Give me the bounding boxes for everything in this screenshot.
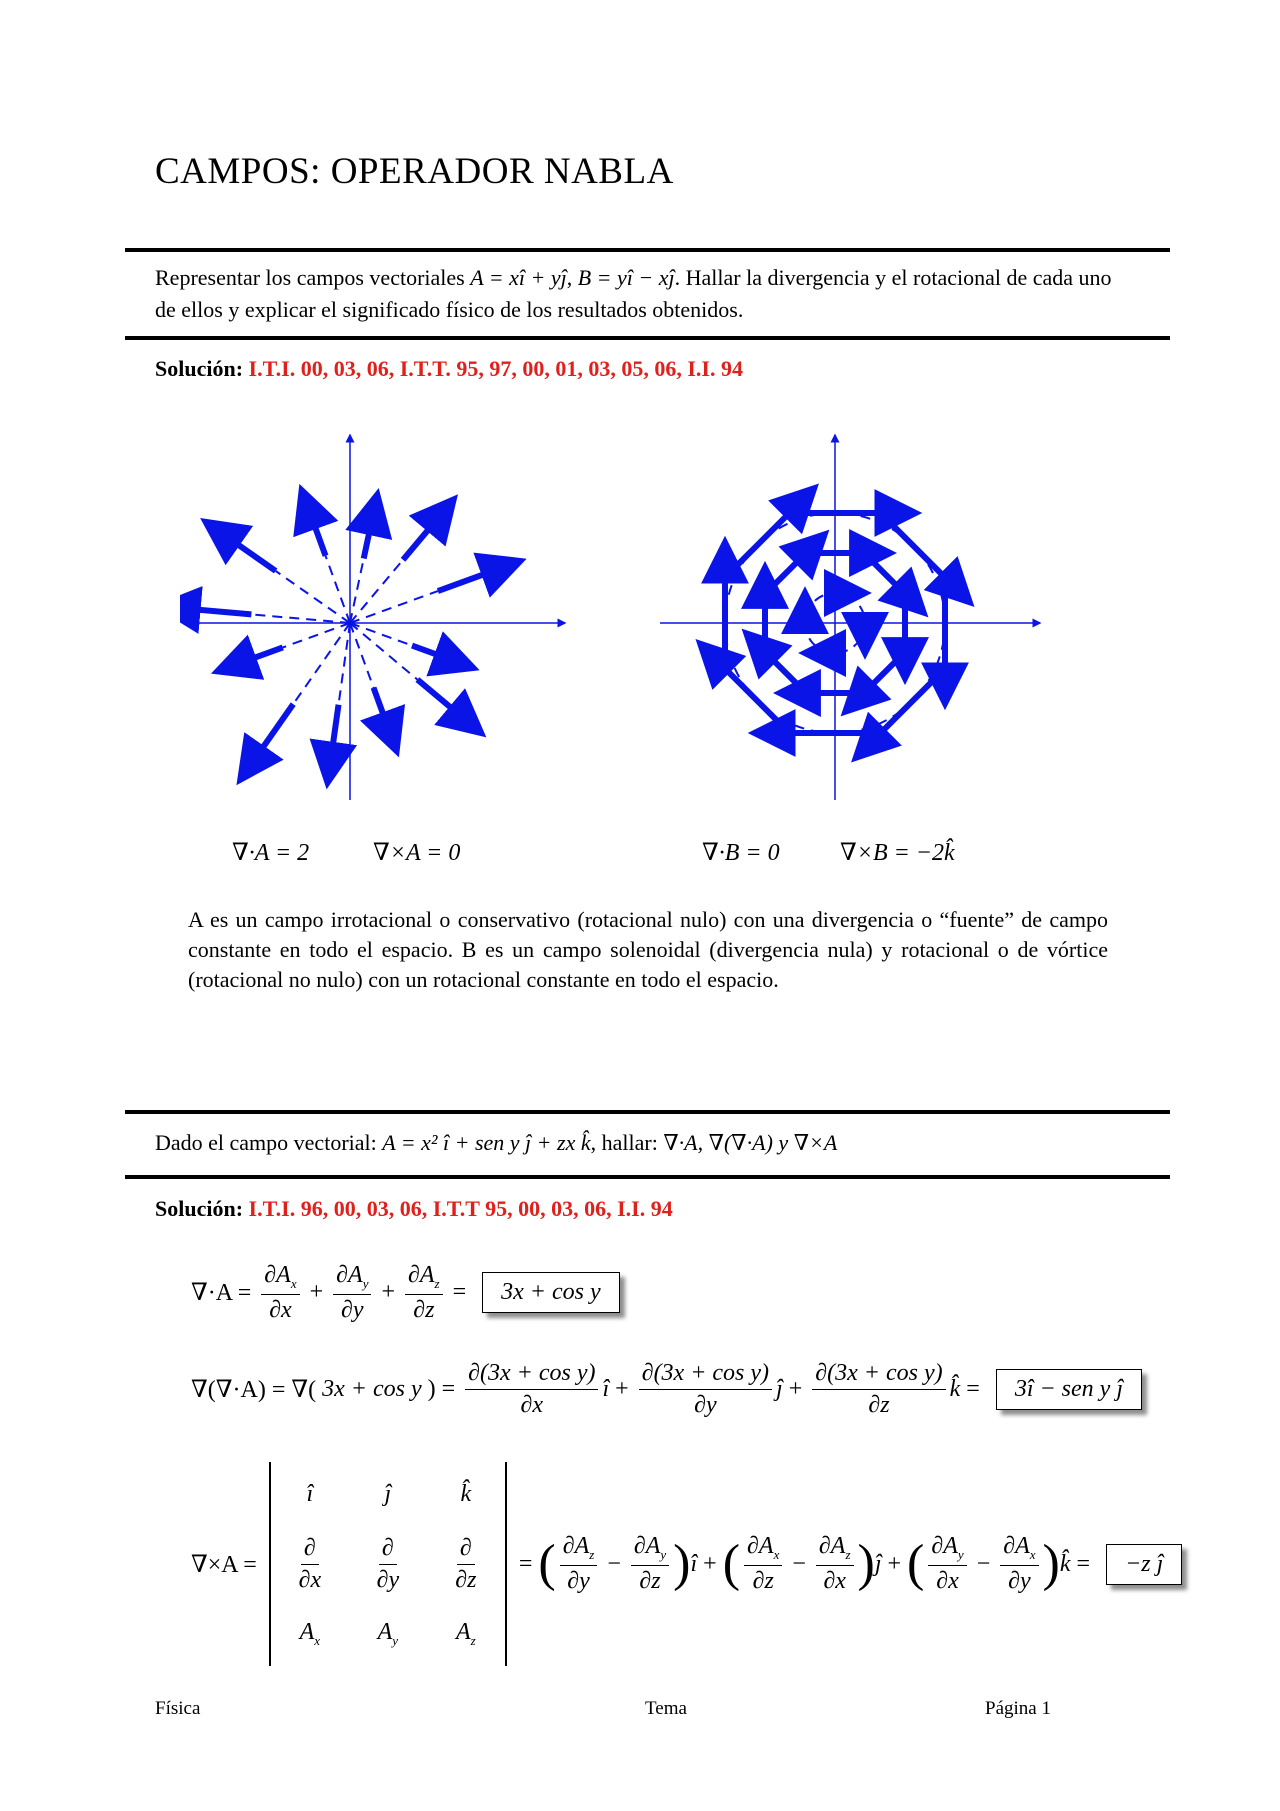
result-gradient-box: 3î − sen y ĵ [996, 1369, 1142, 1410]
radial-arrow [412, 646, 463, 664]
field-a-formula: A = xî + yĵ [470, 265, 567, 290]
radial-arrow [306, 501, 326, 556]
grad-arg: 3x + cos y [322, 1376, 422, 1402]
field-line [276, 571, 350, 623]
radial-arrow [247, 704, 293, 770]
solution-2-label: Solución: [155, 1196, 244, 1221]
radial-arrow [228, 647, 283, 667]
field-line [350, 623, 417, 680]
solution-1-line [155, 356, 743, 382]
div-a-result: ∇·A = 2 [232, 840, 310, 866]
vortex-arrow [708, 652, 778, 722]
vortex-arrow [772, 542, 817, 587]
solution-2-refs: I.T.I. 96, 00, 03, 06, I.T.T 95, 00, 03, 06, I.I. 94 [248, 1196, 673, 1221]
footer-right: Página 1 [985, 1698, 1051, 1719]
curl-determinant: î ĵ k̂ $\frac{\partial}{\partial x}$ $\frac{\partial}{\partial y}$ $\frac{\partial}{\partial z}$ $A_x$ $A_y$ $A_z$ [269, 1462, 507, 1666]
problem-2-text-b: , hallar: [590, 1130, 658, 1155]
field-b-formula: B = yî − xĵ [577, 265, 675, 290]
problem-1-text-b: . Hallar la divergencia y el rotacional de cada uno de ellos y explicar el significado físico de los resultados obtenidos. [155, 265, 1112, 322]
rot-b-result: ∇×B = −2k̂ [840, 840, 955, 866]
radial-arrow [374, 688, 393, 741]
problem-2-text-a: Dado el campo vectorial: [155, 1130, 377, 1155]
problem-1-statement: Representar los campos vectoriales A = xî + yĵ, B = yî − xĵ. Hallar la divergencia y el rotacional de cada uno de ellos y explicar el significado físico de los resultados obtenidos. [155, 265, 1112, 322]
result-divergence-box: 3x + cos y [482, 1272, 620, 1313]
problem-1-text-a: Representar los campos vectoriales [155, 265, 465, 290]
footer-center: Tema [645, 1698, 687, 1719]
radial-arrow [438, 565, 510, 591]
radial-arrow [329, 705, 338, 772]
rule-top-1 [125, 248, 1170, 252]
gradient-equation: ∇(∇·A) = ∇( 3x + cos y ) = $\frac{\text{∂(3x + cos y)}}{\partial x}$ î + $\frac{\text{∂(3x + cos y)}}{\partial y}$ ĵ + $\frac{\text{∂(3x + cos y)}}{\partial z}$ k̂ = 3î − sen y ĵ [185, 1360, 1142, 1419]
radial-arrow [215, 528, 276, 571]
vortex-arrow [892, 524, 962, 594]
page-title: CAMPOS: OPERADOR NABLA [155, 151, 674, 192]
field-line [283, 623, 350, 647]
vortex-arrow [736, 496, 806, 566]
field-line [326, 556, 350, 623]
rot-a-result: ∇×A = 0 [373, 840, 461, 866]
solution-2-line [155, 1196, 673, 1222]
field-line [293, 623, 350, 704]
field-line [350, 558, 364, 623]
footer-left: Física [155, 1698, 201, 1719]
vortex-arrow [871, 560, 916, 605]
vortex-arrow [864, 680, 934, 750]
explanation-paragraph: A es un campo irrotacional o conservativo (rotacional nulo) con una divergencia o “fuente” de campo constante en todo el espacio. B es un campo solenoidal (divergencia nula) y rotacional o de vórtice (rotacional no nulo) con un rotacional constante en todo el espacio. [188, 907, 1108, 992]
field-line [350, 560, 403, 623]
vortex-arrow [853, 659, 898, 704]
radial-arrow [180, 607, 251, 614]
divergence-equation: ∇·A = $\frac{\partial A_x}{\partial x}$ + $\frac{\partial A_y}{\partial y}$ + $\frac{\partial A_z}{\partial z}$ = 3x + cos y [185, 1262, 620, 1324]
radial-arrow [417, 680, 472, 726]
rule-top-2 [125, 1110, 1170, 1114]
field-line [339, 623, 350, 705]
solution-1-refs: I.T.I. 00, 03, 06, I.T.T. 95, 97, 00, 01, 03, 05, 06, I.I. 94 [248, 356, 743, 381]
field-line [350, 623, 374, 688]
problem-2-asked: ∇·A, ∇(∇·A) y ∇×A [663, 1130, 838, 1155]
radial-field-figure [180, 420, 570, 810]
vortex-arrow [754, 641, 799, 686]
field-line [350, 623, 412, 646]
div-b-result: ∇·B = 0 [702, 840, 780, 866]
vortex-field-figure [655, 420, 1045, 810]
problem-2-field: A = x² î + sen y ĵ + zx k̂ [382, 1130, 591, 1155]
radial-arrow [364, 506, 375, 559]
solution-1-label: Solución: [155, 356, 244, 381]
curl-equation: ∇×A = î ĵ k̂ $\frac{\partial}{\partial x}$ $\frac{\partial}{\partial y}$ $\frac{\partial}{\partial z}$ $A_x$ $A_y$ $A_z$ = ( $\frac{\partial A_z}{\partial y}$ − $\frac{\partial A_y}{\partial z}$ ) î + ( $\frac{\partial A_x}{\partial z}$ − $\frac{\partial A_z}{\partial x}$ ) ĵ + ( $\frac{\partial A_y}{\partial x}$ − $\frac{\partial A_x}{\partial y}$ ) k̂ = −z ĵ [185, 1462, 1182, 1666]
result-curl-box: −z ĵ [1106, 1544, 1182, 1585]
problem-2-statement [155, 1127, 1130, 1159]
radial-arrow [403, 508, 446, 560]
field-line [251, 614, 350, 623]
rule-bottom-1 [125, 336, 1170, 340]
rule-bottom-2 [125, 1175, 1170, 1179]
